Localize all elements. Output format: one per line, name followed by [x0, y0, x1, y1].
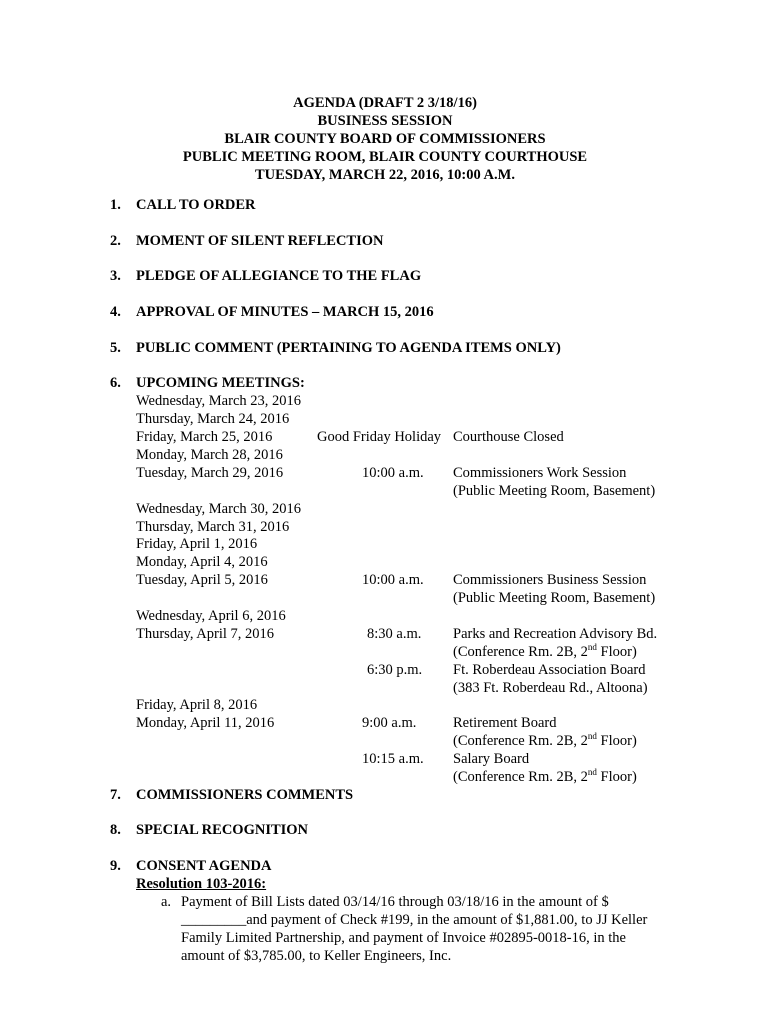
- session-title: BUSINESS SESSION: [317, 113, 453, 129]
- meeting-location: (Conference Rm. 2B, 2nd Floor): [453, 731, 637, 749]
- item-commissioners-comments: COMMISSIONERS COMMENTS: [136, 787, 354, 803]
- meeting-date: Thursday, March 24, 2016: [136, 411, 290, 427]
- meeting-date: Tuesday, April 5, 2016: [136, 572, 268, 588]
- meeting-description: Salary Board: [453, 751, 530, 767]
- meeting-date: Friday, March 25, 2016: [136, 429, 273, 445]
- meeting-date: Thursday, March 31, 2016: [136, 519, 290, 535]
- meeting-time: 10:15 a.m.: [362, 751, 424, 767]
- meeting-description: Commissioners Business Session: [453, 572, 647, 588]
- item-call-to-order: CALL TO ORDER: [136, 197, 256, 213]
- item-number: 1.: [110, 197, 121, 213]
- meeting-location: (Conference Rm. 2B, 2nd Floor): [453, 767, 637, 785]
- meeting-description: Commissioners Work Session: [453, 465, 627, 481]
- meeting-date: Friday, April 8, 2016: [136, 697, 258, 713]
- meeting-time: 8:30 a.m.: [367, 626, 422, 642]
- meeting-time: 6:30 p.m.: [367, 662, 423, 678]
- meeting-time: 10:00 a.m.: [362, 465, 424, 481]
- meeting-description: Retirement Board: [453, 715, 557, 731]
- item-number: 5.: [110, 340, 121, 356]
- meeting-date: Monday, April 4, 2016: [136, 554, 268, 570]
- item-number: 8.: [110, 822, 121, 838]
- meeting-date: Wednesday, April 6, 2016: [136, 608, 286, 624]
- consent-item-text: _________and payment of Check #199, in the amount of $1,881.00, to JJ Keller: [181, 912, 648, 928]
- consent-item-text: amount of $3,785.00, to Keller Engineers, Inc.: [181, 948, 452, 964]
- meeting-date: Monday, March 28, 2016: [136, 447, 283, 463]
- meeting-description: Courthouse Closed: [453, 429, 564, 445]
- meeting-description: Parks and Recreation Advisory Bd.: [453, 626, 658, 642]
- item-upcoming-meetings: UPCOMING MEETINGS:: [136, 375, 305, 391]
- meeting-location: (Conference Rm. 2B, 2nd Floor): [453, 642, 637, 660]
- agenda-title: AGENDA (DRAFT 2 3/18/16): [293, 95, 477, 111]
- item-number: 4.: [110, 304, 121, 320]
- board-title: BLAIR COUNTY BOARD OF COMMISSIONERS: [224, 131, 546, 147]
- item-number: 7.: [110, 787, 121, 803]
- item-number: 2.: [110, 233, 121, 249]
- meeting-time: 9:00 a.m.: [362, 715, 417, 731]
- item-silent-reflection: MOMENT OF SILENT REFLECTION: [136, 233, 384, 249]
- item-special-recognition: SPECIAL RECOGNITION: [136, 822, 309, 838]
- item-number: 6.: [110, 375, 121, 391]
- meeting-location: (Public Meeting Room, Basement): [453, 483, 656, 499]
- list-item-marker: a.: [161, 894, 172, 910]
- meeting-date: Friday, April 1, 2016: [136, 536, 258, 552]
- item-approval-minutes: APPROVAL OF MINUTES – MARCH 15, 2016: [136, 304, 434, 320]
- item-number: 3.: [110, 268, 121, 284]
- meeting-date: Monday, April 11, 2016: [136, 715, 275, 731]
- consent-item-text: Payment of Bill Lists dated 03/14/16 through 03/18/16 in the amount of $: [181, 894, 609, 910]
- resolution-heading: Resolution 103-2016:: [136, 876, 267, 892]
- consent-item-text: Family Limited Partnership, and payment of Invoice #02895-0018-16, in the: [181, 930, 626, 946]
- meeting-time: 10:00 a.m.: [362, 572, 424, 588]
- meeting-date: Tuesday, March 29, 2016: [136, 465, 284, 481]
- date-title: TUESDAY, MARCH 22, 2016, 10:00 A.M.: [255, 167, 515, 183]
- item-public-comment: PUBLIC COMMENT (PERTAINING TO AGENDA ITEMS ONLY): [136, 340, 561, 356]
- location-title: PUBLIC MEETING ROOM, BLAIR COUNTY COURTHOUSE: [182, 149, 588, 165]
- meeting-date: Thursday, April 7, 2016: [136, 626, 275, 642]
- meeting-time: Good Friday Holiday: [317, 429, 442, 445]
- item-pledge: PLEDGE OF ALLEGIANCE TO THE FLAG: [136, 268, 422, 284]
- item-consent-agenda: CONSENT AGENDA: [136, 858, 272, 874]
- meeting-description: Ft. Roberdeau Association Board: [453, 662, 646, 678]
- meeting-date: Wednesday, March 23, 2016: [136, 393, 302, 409]
- meeting-location: (Public Meeting Room, Basement): [453, 590, 656, 606]
- item-number: 9.: [110, 858, 121, 874]
- meeting-location: (383 Ft. Roberdeau Rd., Altoona): [453, 680, 648, 696]
- meeting-date: Wednesday, March 30, 2016: [136, 501, 302, 517]
